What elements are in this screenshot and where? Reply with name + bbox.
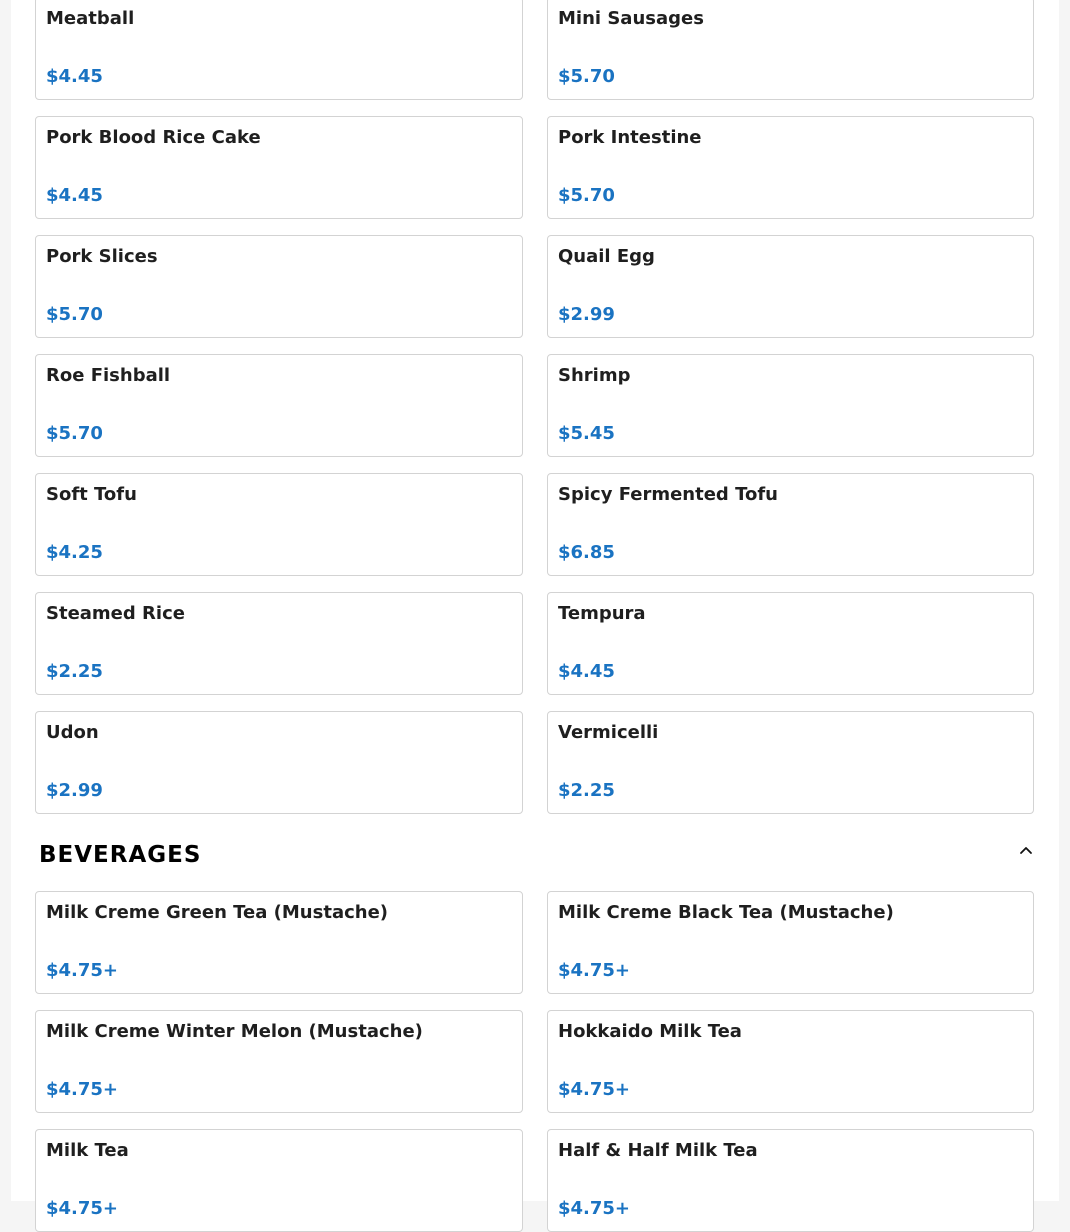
item-name: Pork Intestine <box>558 127 702 148</box>
item-price: $5.45 <box>558 423 615 444</box>
menu-item-card[interactable] <box>35 354 523 457</box>
beverages-section-header[interactable] <box>39 840 1034 874</box>
menu-item-card[interactable] <box>35 235 523 338</box>
item-name: Pork Slices <box>46 246 158 267</box>
item-price: $5.70 <box>558 185 615 206</box>
item-name: Spicy Fermented Tofu <box>558 484 778 505</box>
item-name: Milk Tea <box>46 1140 129 1161</box>
menu-item-card[interactable] <box>35 1129 523 1232</box>
item-price: $4.25 <box>46 542 103 563</box>
item-price: $6.85 <box>558 542 615 563</box>
item-price: $5.70 <box>46 423 103 444</box>
item-price: $4.75+ <box>46 960 119 981</box>
item-price: $4.75+ <box>46 1198 119 1219</box>
menu-item-card[interactable] <box>35 1010 523 1113</box>
item-name: Meatball <box>46 8 135 29</box>
item-name: Half & Half Milk Tea <box>558 1140 758 1161</box>
chevron-up-icon[interactable] <box>1018 842 1034 858</box>
menu-item-card[interactable] <box>547 1129 1034 1232</box>
menu-item-card[interactable] <box>547 891 1034 994</box>
menu-item-card[interactable] <box>35 891 523 994</box>
menu-item-card[interactable] <box>547 116 1034 219</box>
item-name: Pork Blood Rice Cake <box>46 127 261 148</box>
menu-item-card[interactable] <box>547 473 1034 576</box>
menu-page <box>11 0 1059 1219</box>
item-price: $4.75+ <box>558 1198 631 1219</box>
item-price: $2.25 <box>558 780 615 801</box>
item-price: $4.75+ <box>558 960 631 981</box>
item-name: Milk Creme Green Tea (Mustache) <box>46 902 389 923</box>
menu-item-card[interactable] <box>547 1010 1034 1113</box>
menu-item-card[interactable] <box>35 473 523 576</box>
item-name: Milk Creme Black Tea (Mustache) <box>558 902 894 923</box>
menu-item-card[interactable] <box>547 0 1034 100</box>
item-price: $2.99 <box>558 304 615 325</box>
menu-item-card[interactable] <box>35 116 523 219</box>
menu-item-card[interactable] <box>547 235 1034 338</box>
item-price: $2.25 <box>46 661 103 682</box>
item-name: Quail Egg <box>558 246 655 267</box>
item-name: Vermicelli <box>558 722 659 743</box>
menu-item-card[interactable] <box>547 592 1034 695</box>
item-price: $4.75+ <box>558 1079 631 1100</box>
menu-item-card[interactable] <box>547 354 1034 457</box>
item-name: Roe Fishball <box>46 365 171 386</box>
item-name: Soft Tofu <box>46 484 137 505</box>
item-name: Shrimp <box>558 365 631 386</box>
menu-item-card[interactable] <box>35 711 523 814</box>
item-price: $4.45 <box>46 185 103 206</box>
item-price: $2.99 <box>46 780 103 801</box>
beverage-item-grid <box>35 891 1034 1232</box>
item-price: $4.45 <box>46 66 103 87</box>
item-price: $4.45 <box>558 661 615 682</box>
item-price: $5.70 <box>46 304 103 325</box>
menu-item-card[interactable] <box>35 592 523 695</box>
menu-item-card[interactable] <box>35 0 523 100</box>
item-price: $5.70 <box>558 66 615 87</box>
item-name: Mini Sausages <box>558 8 704 29</box>
item-price: $4.75+ <box>46 1079 119 1100</box>
item-name: Milk Creme Winter Melon (Mustache) <box>46 1021 423 1042</box>
item-name: Hokkaido Milk Tea <box>558 1021 742 1042</box>
item-name: Udon <box>46 722 99 743</box>
menu-item-card[interactable] <box>547 711 1034 814</box>
menu-item-grid <box>35 0 1034 814</box>
item-name: Tempura <box>558 603 646 624</box>
section-title: BEVERAGES <box>39 842 202 868</box>
item-name: Steamed Rice <box>46 603 185 624</box>
